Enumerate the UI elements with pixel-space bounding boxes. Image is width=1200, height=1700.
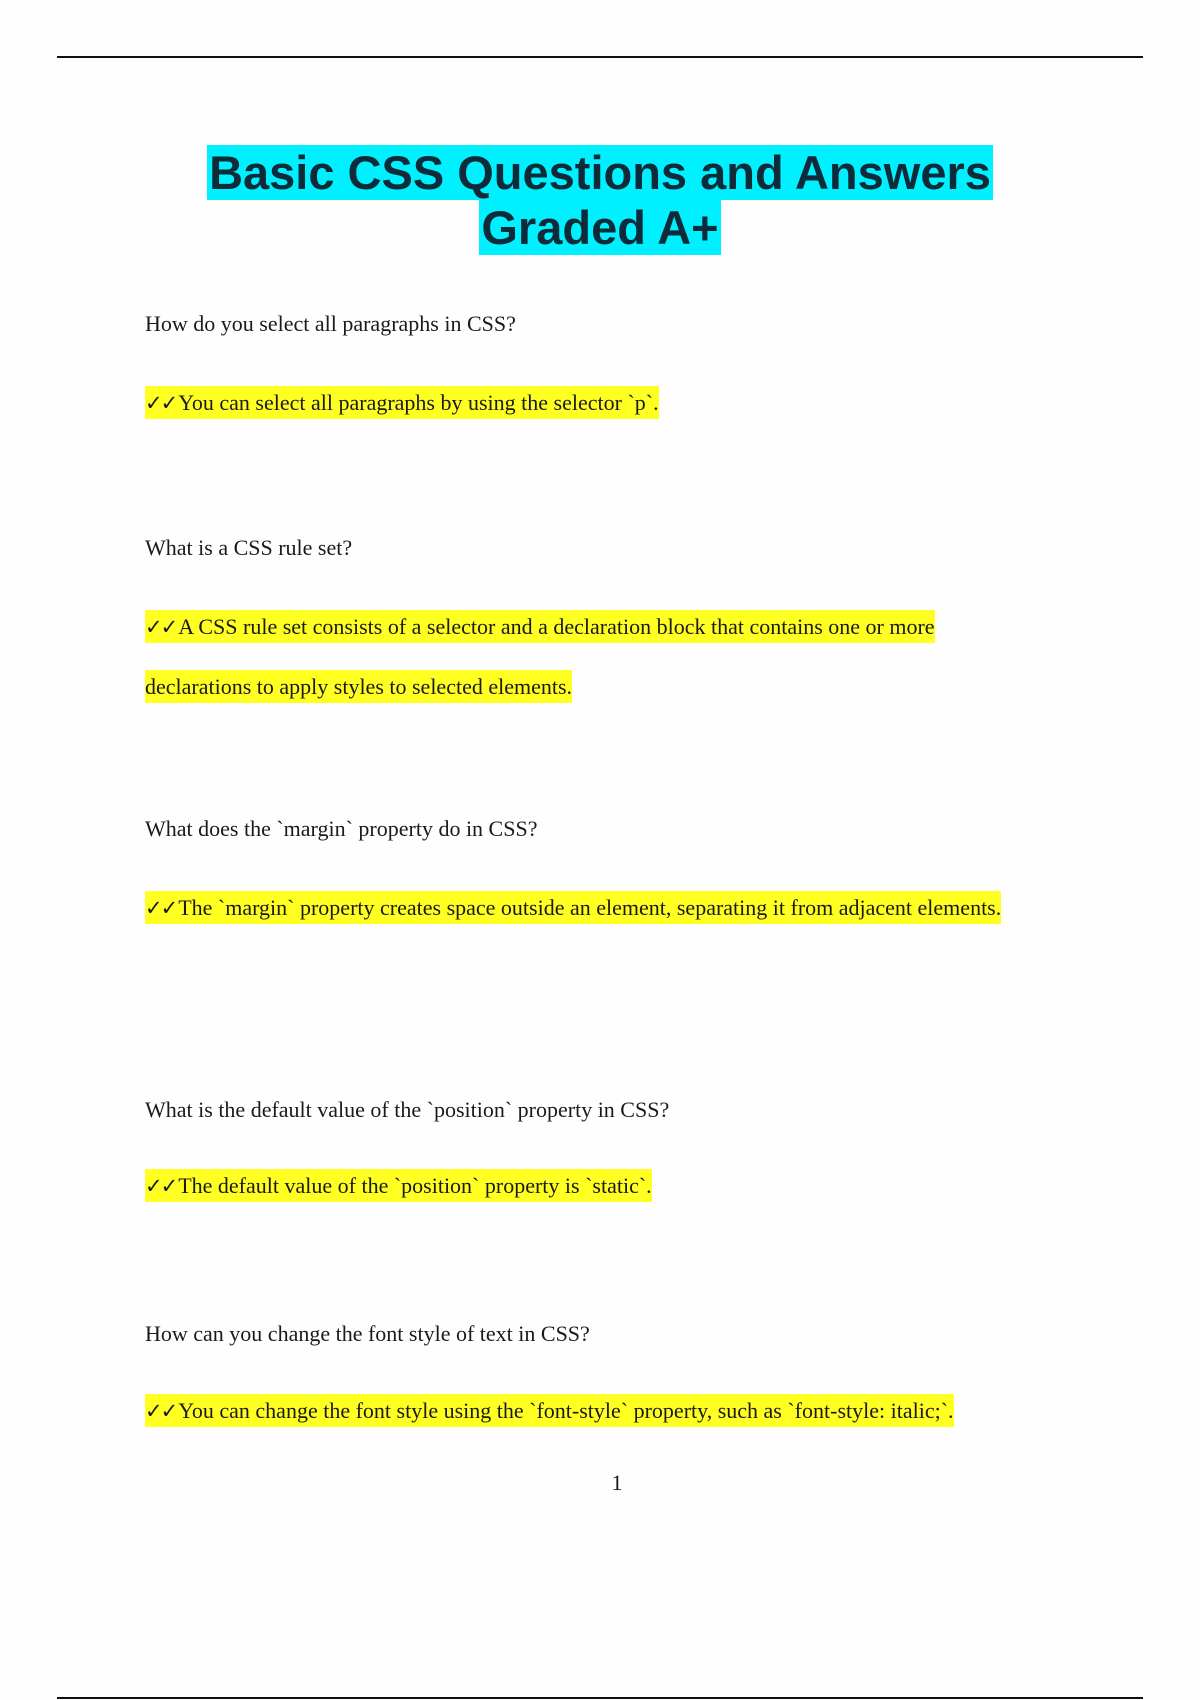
check-marks-icon: ✓✓ xyxy=(145,896,177,920)
answer-1 xyxy=(145,373,1045,433)
question-4: What is the default value of the `position` property in CSS? xyxy=(145,1097,670,1122)
answer-text: You can change the font style using the `font-style` property, such as `font-style: italic;`. xyxy=(178,1398,954,1423)
answer-text: The default value of the `position` property is `static`. xyxy=(178,1173,652,1198)
answer-5 xyxy=(145,1381,1045,1441)
question-2: What is a CSS rule set? xyxy=(145,535,353,560)
answer-3 xyxy=(145,878,1045,938)
check-marks-icon: ✓✓ xyxy=(145,391,177,415)
answer-text: The `margin` property creates space outside an element, separating it from adjacent elements. xyxy=(178,895,1002,920)
check-marks-icon: ✓✓ xyxy=(145,1174,177,1198)
answer-highlight xyxy=(145,386,659,419)
check-marks-icon: ✓✓ xyxy=(145,1399,177,1423)
answer-highlight xyxy=(145,1394,954,1427)
question-1: How do you select all paragraphs in CSS? xyxy=(145,311,516,336)
answer-text: A CSS rule set consists of a selector and a declaration block that contains one or more declarations to apply styles to selected elements. xyxy=(145,614,935,699)
answer-highlight xyxy=(145,610,935,703)
question-5: How can you change the font style of text in CSS? xyxy=(145,1321,590,1346)
page-number: 1 xyxy=(611,1470,623,1495)
document-title xyxy=(0,145,1200,255)
answer-4 xyxy=(145,1156,1045,1216)
title-line-1: Basic CSS Questions and Answers xyxy=(209,146,991,199)
answer-text: You can select all paragraphs by using the selector `p`. xyxy=(178,390,659,415)
answer-highlight xyxy=(145,891,1001,924)
title-line-2: Graded A+ xyxy=(481,201,719,254)
check-marks-icon: ✓✓ xyxy=(145,615,177,639)
bottom-rule xyxy=(57,1697,1143,1699)
answer-2 xyxy=(145,597,1045,717)
question-3: What does the `margin` property do in CSS? xyxy=(145,816,538,841)
top-rule xyxy=(57,56,1143,58)
answer-highlight xyxy=(145,1169,652,1202)
